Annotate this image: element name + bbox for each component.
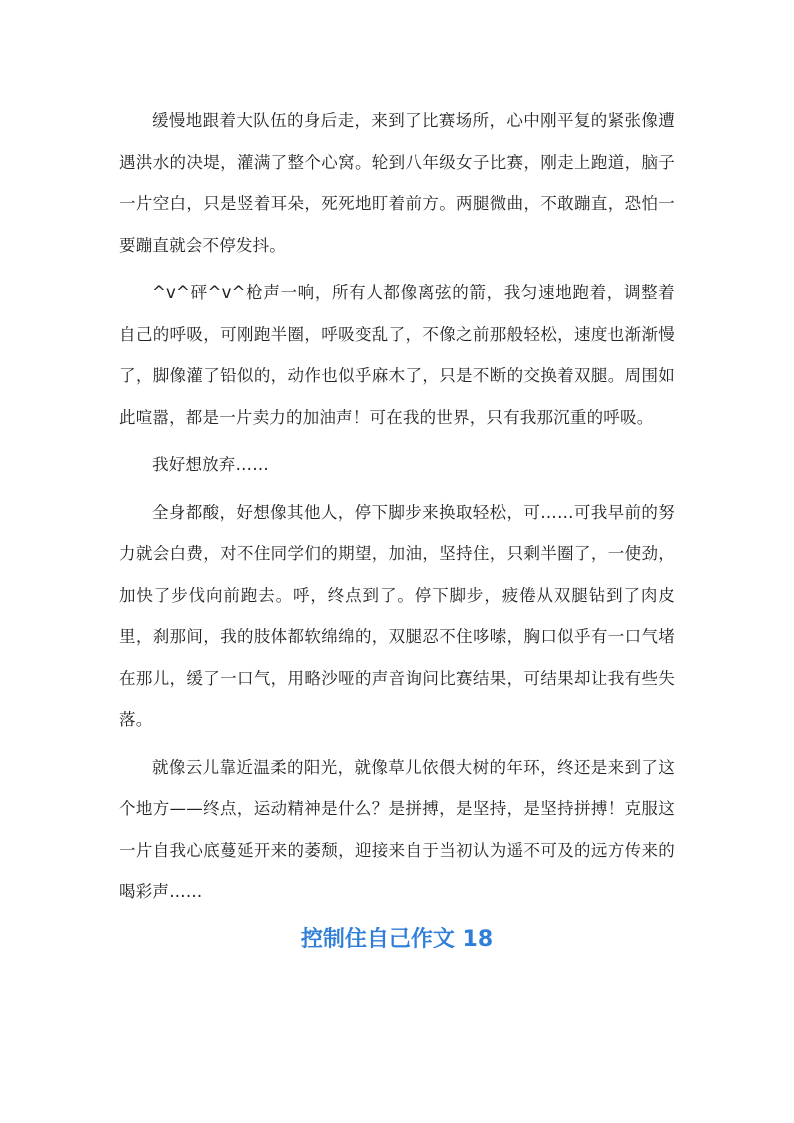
paragraph-1: 缓慢地跟着大队伍的身后走，来到了比赛场所，心中刚平复的紧张像遭遇洪水的决堤，灌满了整个心窝。轮到八年级女子比赛，刚走上跑道，脑子一片空白，只是竖着耳朵，死死地盯着前方。两腿微曲，不敢蹦直，恐怕一要蹦直就会不停发抖。: [119, 111, 675, 255]
next-essay-title: 控制住自己作文 18: [300, 926, 494, 952]
paragraph-2: ^v^砰^v^枪声一响，所有人都像离弦的箭，我匀速地跑着，调整着自己的呼吸，可刚跑半圈，呼吸变乱了，不像之前那般轻松，速度也渐渐慢了，脚像灌了铅似的，动作也似乎麻木了，只是不断的交换着双腿。周围如此喧嚣，都是一片卖力的加油声！可在我的世界，只有我那沉重的呼吸。: [119, 283, 675, 427]
paragraph-4: 全身都酸，好想像其他人，停下脚步来换取轻松，可……可我早前的努力就会白费，对不住同学们的期望，加油，坚持住，只剩半圈了，一使劲，加快了步伐向前跑去。呼，终点到了。停下脚步，疲倦从双腿钻到了肉皮里，刹那间，我的肢体都软绵绵的，双腿忍不住哆嗦，胸口似乎有一口气堵在那儿，缓了一口气，用略沙哑的声音询问比赛结果，可结果却让我有些失落。: [119, 502, 675, 729]
paragraph-5: 就像云儿靠近温柔的阳光，就像草儿依偎大树的年环，终还是来到了这个地方——终点，运动精神是什么？是拼搏，是坚持，是坚持拼搏！克服这一片自我心底蔓延开来的萎颓，迎接来自于当初认为遥不可及的远方传来的喝彩声……: [119, 757, 675, 901]
document-page: [119, 100, 675, 955]
paragraph-3: 我好想放弃……: [152, 455, 269, 474]
